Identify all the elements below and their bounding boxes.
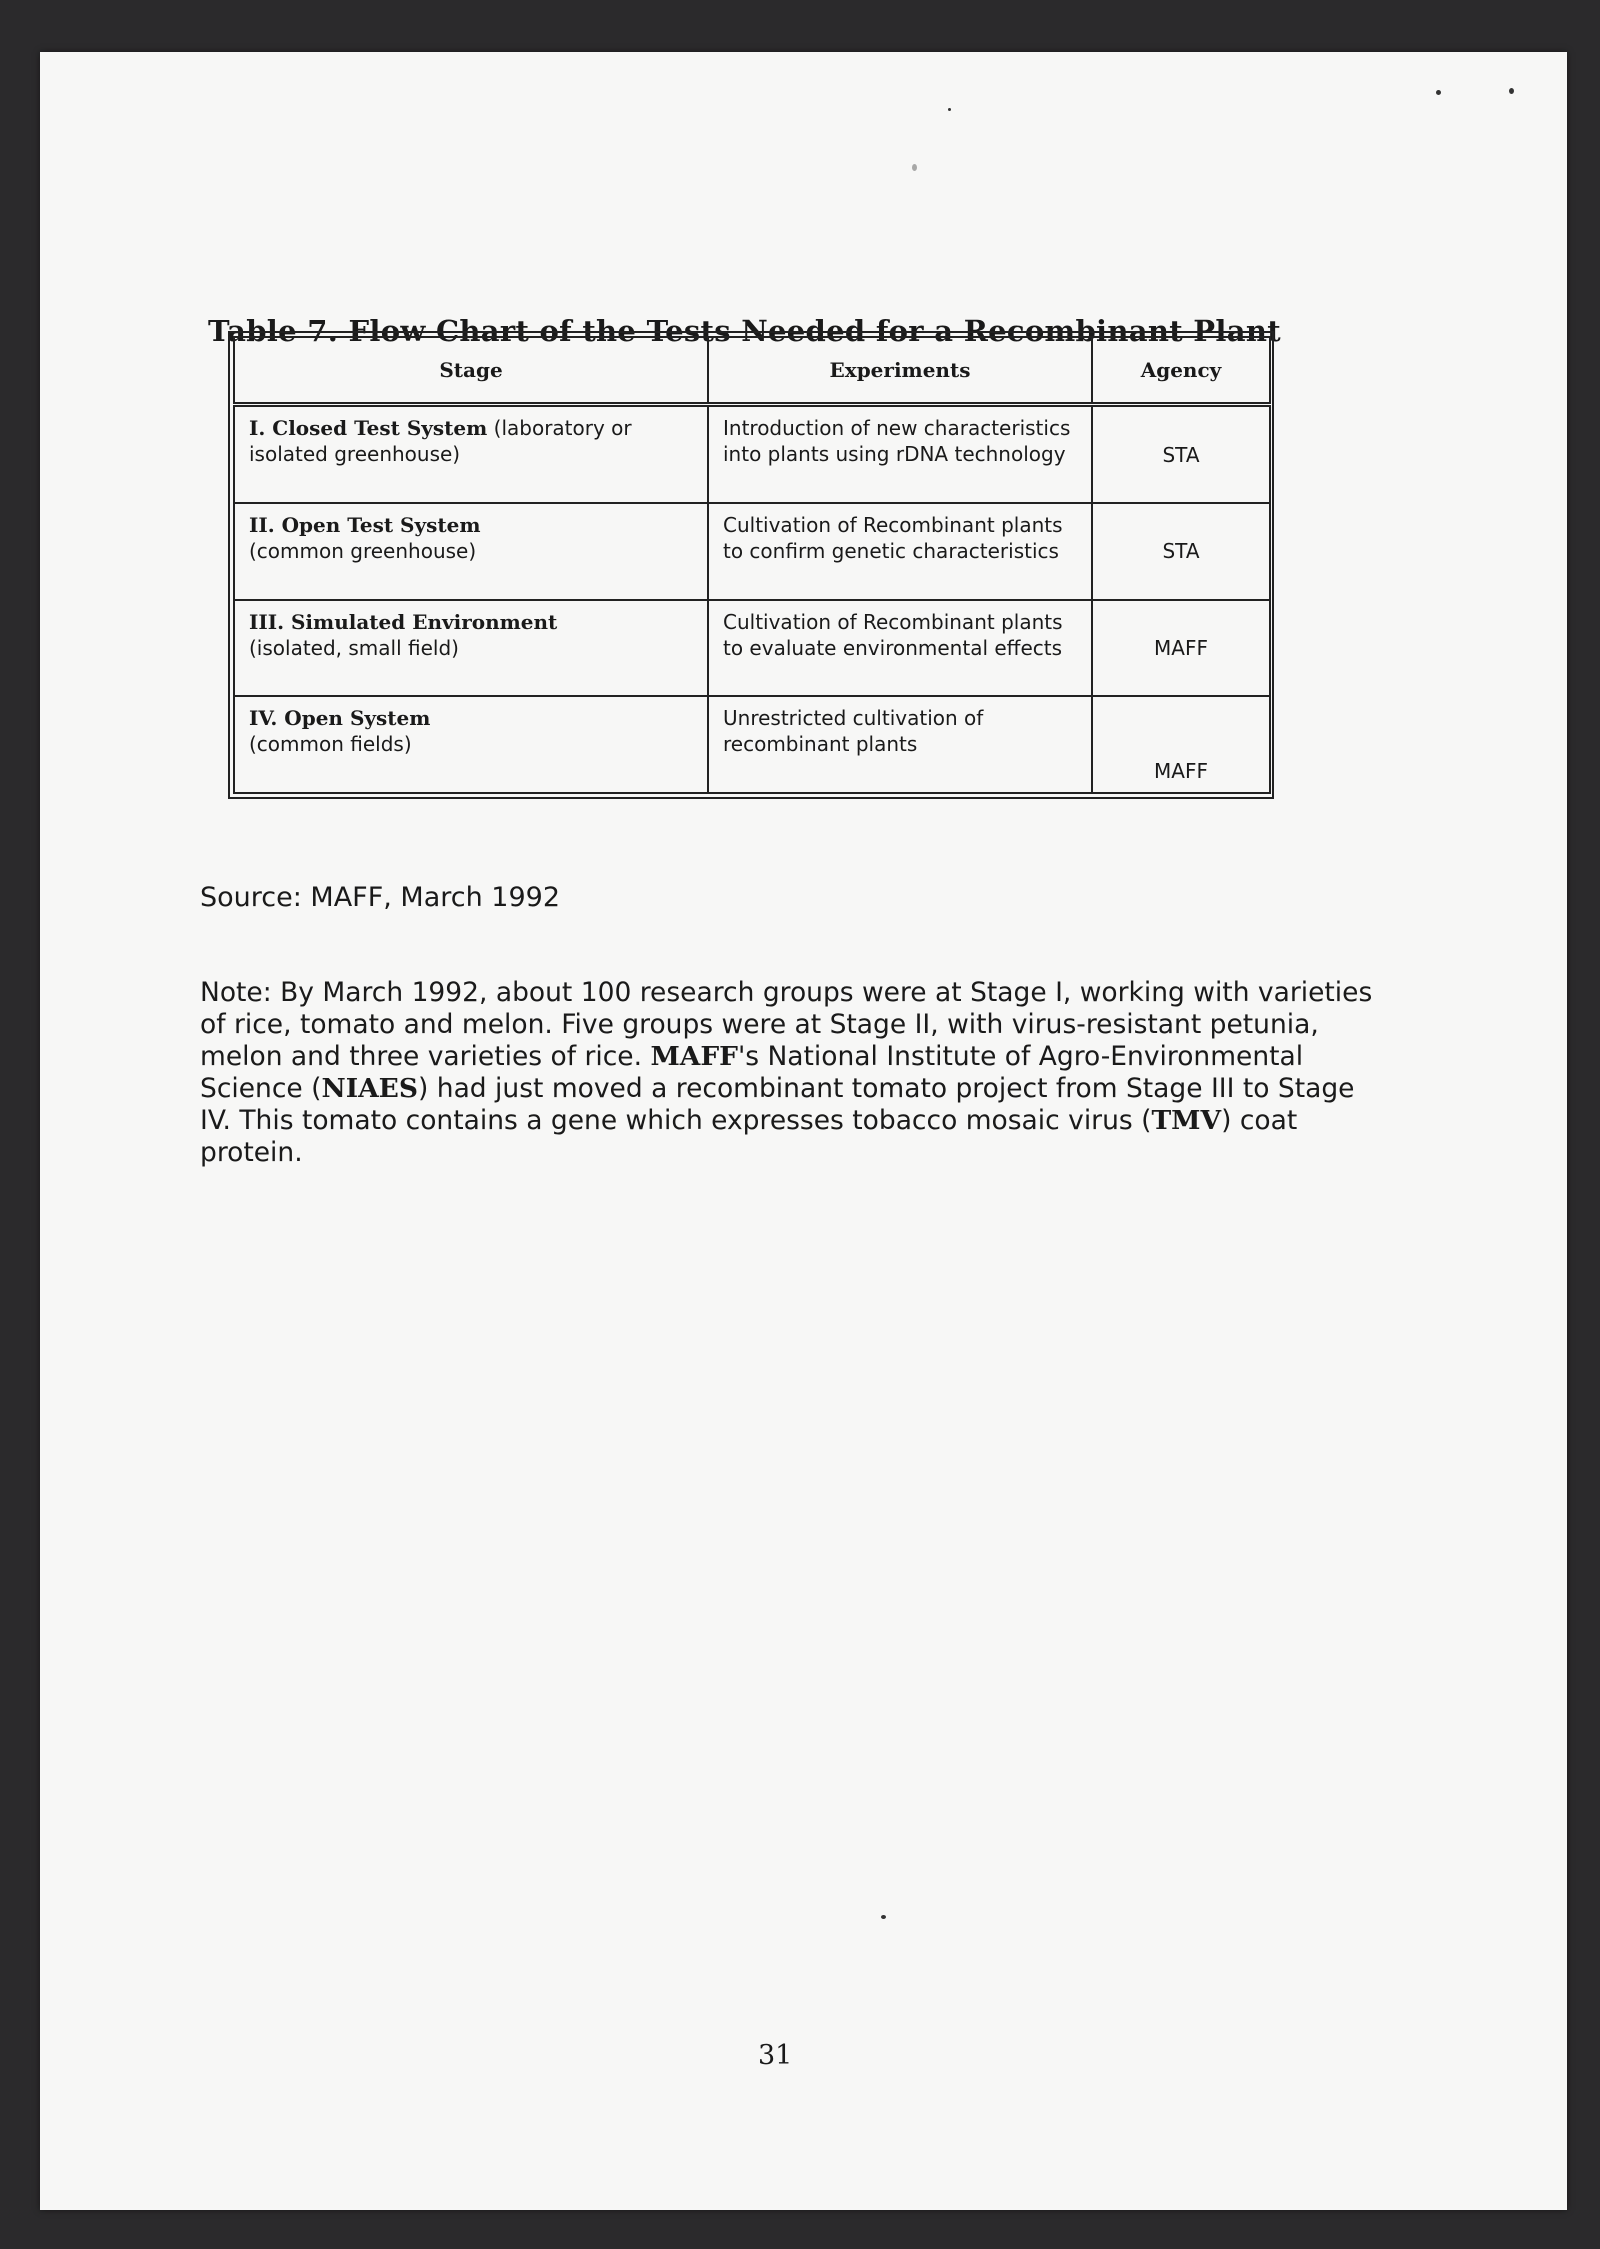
note-abbr-tmv: TMV xyxy=(1151,1105,1222,1136)
stage-name: IV. Open System xyxy=(249,706,431,731)
agency-cell: STA xyxy=(1092,503,1270,600)
stage-detail: (isolated, small field) xyxy=(249,635,459,660)
page-number: 31 xyxy=(758,2040,793,2071)
stage-name: II. Open Test System xyxy=(249,513,481,538)
scan-speck xyxy=(1509,88,1514,94)
table-row xyxy=(234,503,1270,600)
table-row xyxy=(234,600,1270,697)
stage-name: I. Closed Test System xyxy=(249,416,488,440)
note-abbr-niaes: NIAES xyxy=(321,1073,419,1104)
flow-chart-table xyxy=(233,336,1271,794)
scan-speck xyxy=(881,1915,886,1919)
stage-table xyxy=(228,331,1274,799)
note-text: 's National Institute of Agro-Environmental Science ( xyxy=(200,1041,1304,1104)
stage-cell xyxy=(234,600,708,697)
scan-speck xyxy=(912,164,917,171)
note-abbr-maff: MAFF xyxy=(650,1041,738,1072)
table-header-row xyxy=(234,337,1270,405)
stage-detail: (common greenhouse) xyxy=(249,539,477,564)
agency-cell: STA xyxy=(1092,405,1270,504)
header-agency: Agency xyxy=(1092,337,1270,405)
stage-name: III. Simulated Environment xyxy=(249,609,558,634)
agency-cell: MAFF xyxy=(1092,600,1270,697)
scan-speck xyxy=(1436,90,1441,95)
experiments-cell: Unrestricted cultivation of recombinant plants xyxy=(708,696,1092,793)
header-stage: Stage xyxy=(234,337,708,405)
table-row xyxy=(234,696,1270,793)
note-text: Note: By March 1992, about 100 research groups were at Stage I, working with varieties of rice, tomato and melon. Five groups were at Stage II, with virus-resistant petunia, melon and three varieties of rice. xyxy=(200,977,1373,1072)
stage-detail: (laboratory or isolated greenhouse) xyxy=(249,416,632,466)
scan-speck xyxy=(948,108,951,111)
stage-cell xyxy=(234,405,708,504)
header-experiments: Experiments xyxy=(708,337,1092,405)
experiments-cell: Cultivation of Recombinant plants to confirm genetic characteristics xyxy=(708,503,1092,600)
note-text: ) coat protein. xyxy=(200,1105,1298,1168)
stage-cell xyxy=(234,696,708,793)
stage-cell xyxy=(234,503,708,600)
source-line: Source: MAFF, March 1992 xyxy=(200,882,561,913)
note-paragraph xyxy=(200,977,1380,1169)
experiments-cell: Cultivation of Recombinant plants to evaluate environmental effects xyxy=(708,600,1092,697)
experiments-cell: Introduction of new characteristics into plants using rDNA technology xyxy=(708,405,1092,504)
stage-detail: (common fields) xyxy=(249,732,412,757)
table-title: Table 7. Flow Chart of the Tests Needed for a Recombinant Plant xyxy=(208,314,1281,348)
agency-cell: MAFF xyxy=(1092,696,1270,793)
note-text: ) had just moved a recombinant tomato project from Stage III to Stage IV. This tomato contains a gene which expresses tobacco mosaic virus ( xyxy=(200,1073,1355,1136)
table-row xyxy=(234,405,1270,504)
